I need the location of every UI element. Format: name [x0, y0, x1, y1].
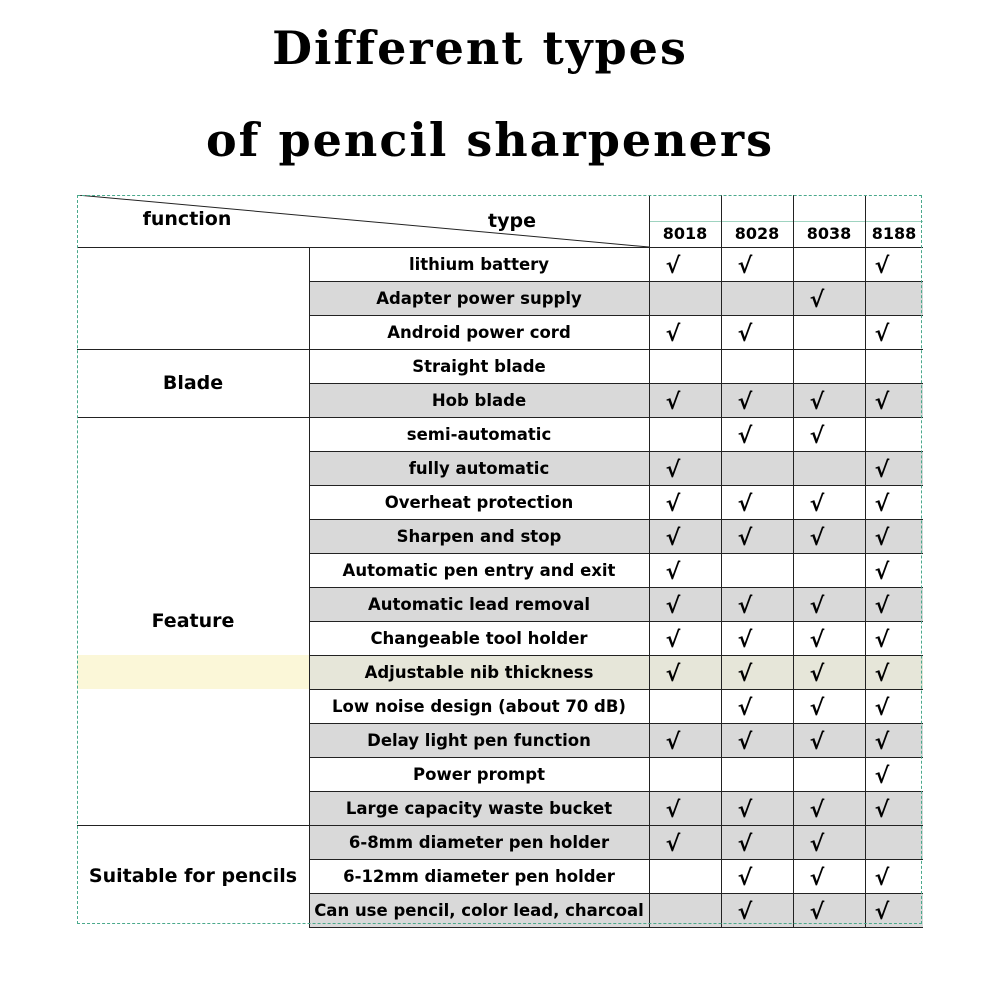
check-mark-8028: √: [737, 627, 753, 653]
check-mark-8188: √: [874, 491, 890, 517]
grid-hline: [309, 825, 923, 826]
grid-hline: [309, 451, 923, 452]
feature-label: Can use pencil, color lead, charcoal: [314, 900, 644, 920]
category-label: Suitable for pencils: [88, 865, 298, 887]
model-column-line: [865, 195, 866, 927]
model-header-8038: 8038: [806, 223, 852, 243]
feature-label: 6-12mm diameter pen holder: [343, 866, 615, 886]
check-mark-8188: √: [874, 899, 890, 925]
header-function-label: function: [142, 208, 232, 230]
check-mark-8188: √: [874, 627, 890, 653]
check-mark-8018: √: [665, 457, 681, 483]
grid-hline: [309, 621, 923, 622]
check-mark-8038: √: [809, 491, 825, 517]
check-mark-8028: √: [737, 797, 753, 823]
grid-hline: [309, 859, 923, 860]
model-header-8018: 8018: [662, 223, 708, 243]
check-mark-8188: √: [874, 797, 890, 823]
comparison-table: [77, 195, 923, 927]
check-mark-8028: √: [737, 491, 753, 517]
check-mark-8018: √: [665, 729, 681, 755]
check-mark-8188: √: [874, 593, 890, 619]
model-header-8028: 8028: [734, 223, 780, 243]
feature-label: fully automatic: [408, 458, 550, 478]
grid-hline: [309, 723, 923, 724]
check-mark-8018: √: [665, 321, 681, 347]
check-mark-8038: √: [809, 661, 825, 687]
check-mark-8028: √: [737, 695, 753, 721]
check-mark-8038: √: [809, 287, 825, 313]
category-label: Blade: [162, 372, 224, 394]
check-mark-8028: √: [737, 865, 753, 891]
grid-hline: [309, 281, 923, 282]
feature-label: Automatic pen entry and exit: [342, 560, 616, 580]
check-mark-8038: √: [809, 729, 825, 755]
check-mark-8018: √: [665, 831, 681, 857]
check-mark-8188: √: [874, 253, 890, 279]
category-separator: [77, 417, 309, 418]
grid-hline: [309, 587, 923, 588]
model-column-line: [721, 195, 722, 927]
check-mark-8188: √: [874, 559, 890, 585]
check-mark-8028: √: [737, 661, 753, 687]
check-mark-8038: √: [809, 423, 825, 449]
check-mark-8038: √: [809, 831, 825, 857]
check-mark-8038: √: [809, 627, 825, 653]
check-mark-8028: √: [737, 423, 753, 449]
title-line-2: of pencil sharpeners: [206, 113, 774, 167]
check-mark-8038: √: [809, 389, 825, 415]
check-mark-8038: √: [809, 865, 825, 891]
check-mark-8038: √: [809, 797, 825, 823]
feature-label: 6-8mm diameter pen holder: [348, 832, 610, 852]
feature-label: Adapter power supply: [376, 288, 582, 308]
feature-label: Sharpen and stop: [396, 526, 562, 546]
model-header-8188: 8188: [871, 223, 917, 243]
category-separator: [77, 825, 309, 826]
grid-hline: [309, 417, 923, 418]
check-mark-8038: √: [809, 695, 825, 721]
check-mark-8028: √: [737, 321, 753, 347]
check-mark-8038: √: [809, 899, 825, 925]
feature-label: Android power cord: [387, 322, 571, 342]
check-mark-8188: √: [874, 865, 890, 891]
check-mark-8018: √: [665, 559, 681, 585]
check-mark-8028: √: [737, 729, 753, 755]
check-mark-8188: √: [874, 525, 890, 551]
check-mark-8188: √: [874, 389, 890, 415]
grid-hline: [309, 383, 923, 384]
model-column-line: [793, 195, 794, 927]
feature-label: Automatic lead removal: [367, 594, 591, 614]
check-mark-8018: √: [665, 491, 681, 517]
grid-hline: [309, 791, 923, 792]
check-mark-8028: √: [737, 525, 753, 551]
category-column-line: [309, 247, 310, 927]
check-mark-8038: √: [809, 525, 825, 551]
feature-label: Power prompt: [413, 764, 545, 784]
check-mark-8028: √: [737, 831, 753, 857]
feature-label: lithium battery: [408, 254, 550, 274]
grid-hline: [309, 689, 923, 690]
category-label: [77, 247, 309, 349]
category-label: Feature: [151, 610, 235, 632]
check-mark-8018: √: [665, 389, 681, 415]
check-mark-8028: √: [737, 253, 753, 279]
feature-label: Overheat protection: [384, 492, 574, 512]
check-mark-8188: √: [874, 695, 890, 721]
grid-hline: [309, 757, 923, 758]
title-line-1: Different types: [272, 21, 688, 75]
header-type-label: type: [488, 210, 536, 232]
grid-hline: [309, 349, 923, 350]
grid-hline: [309, 655, 923, 656]
check-mark-8188: √: [874, 661, 890, 687]
check-mark-8018: √: [665, 627, 681, 653]
grid-hline: [309, 893, 923, 894]
check-mark-8188: √: [874, 763, 890, 789]
grid-hline: [309, 519, 923, 520]
header-diagonal-divider: [77, 195, 649, 247]
grid-hline: [309, 553, 923, 554]
check-mark-8018: √: [665, 253, 681, 279]
feature-label: Straight blade: [412, 356, 546, 376]
check-mark-8038: √: [809, 593, 825, 619]
check-mark-8188: √: [874, 457, 890, 483]
feature-column-line: [649, 195, 650, 927]
feature-label: Low noise design (about 70 dB): [332, 696, 626, 716]
check-mark-8028: √: [737, 593, 753, 619]
check-mark-8018: √: [665, 525, 681, 551]
feature-label: Delay light pen function: [367, 730, 591, 750]
check-mark-8018: √: [665, 593, 681, 619]
grid-hline: [309, 927, 923, 928]
check-mark-8028: √: [737, 389, 753, 415]
header-bottom-line: [77, 247, 923, 248]
check-mark-8028: √: [737, 899, 753, 925]
feature-label: Hob blade: [431, 390, 527, 410]
model-header-subline: [649, 221, 923, 222]
grid-hline: [309, 315, 923, 316]
check-mark-8188: √: [874, 321, 890, 347]
feature-label: Adjustable nib thickness: [364, 662, 594, 682]
check-mark-8018: √: [665, 797, 681, 823]
category-separator: [77, 349, 309, 350]
grid-hline: [309, 485, 923, 486]
check-mark-8188: √: [874, 729, 890, 755]
feature-label: Large capacity waste bucket: [345, 798, 613, 818]
check-mark-8018: √: [665, 661, 681, 687]
feature-label: semi-automatic: [406, 424, 552, 444]
feature-label: Changeable tool holder: [370, 628, 588, 648]
